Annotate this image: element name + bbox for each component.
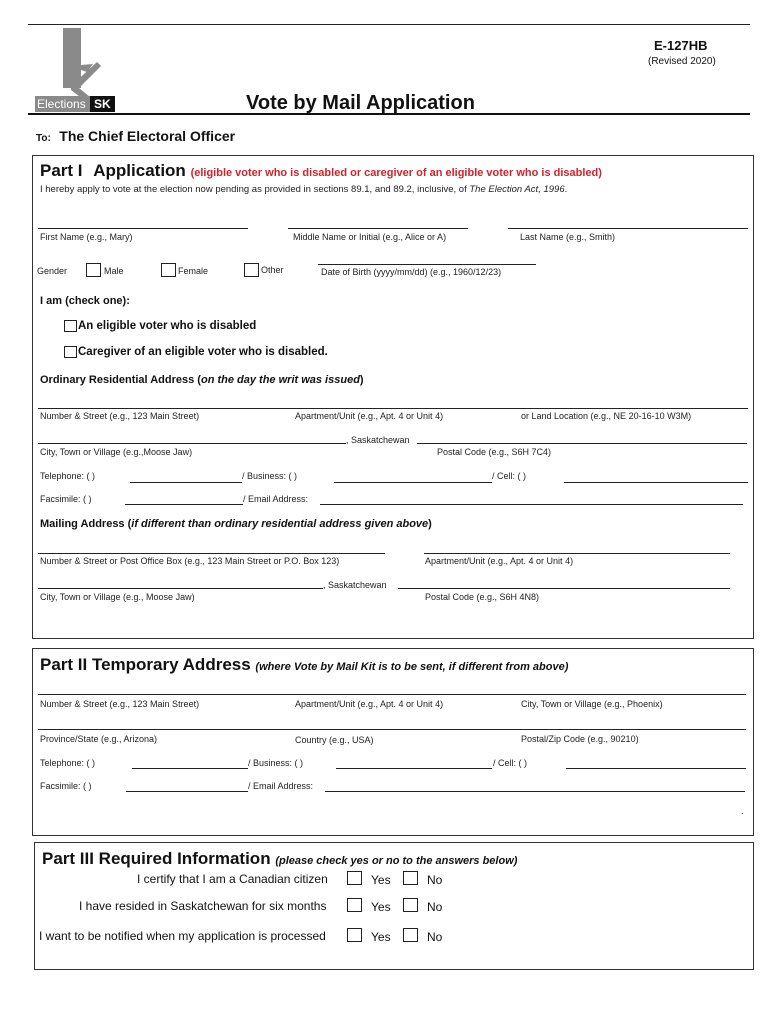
part1-intro [40, 184, 567, 195]
cell-label: / Cell: ( ) [492, 471, 527, 481]
email-field[interactable] [320, 504, 743, 505]
intro-text: I hereby apply to vote at the election now pending as provided in sections 89.1, and 89.2, inclusive, of [40, 184, 470, 195]
temp-fax-field[interactable] [126, 791, 248, 792]
male-checkbox[interactable] [86, 263, 101, 277]
citizen-no-label: No [427, 873, 443, 887]
residency-yes-checkbox[interactable] [347, 898, 362, 912]
part3-title-label: Part III Required Information [42, 849, 271, 868]
part1-title [40, 161, 602, 181]
check-one-label: I am (check one): [40, 295, 130, 307]
notify-no-checkbox[interactable] [403, 928, 418, 942]
temp-business-field[interactable] [336, 768, 492, 769]
intro-end: . [564, 184, 568, 195]
part3-qualifier: (please check yes or no to the answers below) [275, 855, 518, 867]
elections-sk-logo [35, 28, 115, 114]
logo-text-elections: Elections [37, 97, 86, 111]
revised-date: (Revised 2020) [648, 56, 716, 67]
mail-postal-label: Postal Code (e.g., S6H 4N8) [425, 592, 540, 602]
land-location-label: or Land Location (e.g., NE 20-16-10 W3M) [521, 411, 692, 421]
temp-city-label: City, Town or Village (e.g., Phoenix) [521, 699, 663, 709]
saskatchewan-label: , Saskatchewan [346, 435, 410, 445]
cell-field[interactable] [564, 482, 748, 483]
mail-apartment-label: Apartment/Unit (e.g., Apt. 4 or Unit 4) [425, 556, 574, 566]
citizen-yes-label: Yes [371, 873, 391, 887]
eligible-voter-label: An eligible voter who is disabled [78, 320, 257, 332]
residential-postal-field[interactable] [417, 443, 747, 444]
other-label: Other [261, 265, 284, 275]
residency-no-checkbox[interactable] [403, 898, 418, 912]
mail-heading-text: Mailing Address ( [40, 518, 132, 530]
res-heading-italic: on the day the writ was issued [200, 374, 360, 386]
gender-label: Gender [37, 266, 68, 276]
business-label: / Business: ( ) [242, 471, 298, 481]
mail-saskatchewan-label: , Saskatchewan [323, 580, 387, 590]
top-rule [28, 24, 750, 25]
temp-email-label: / Email Address: [248, 781, 314, 791]
male-label: Male [104, 266, 124, 276]
last-name-field[interactable] [508, 228, 748, 229]
part1-qualifier: (eligible voter who is disabled or caregiver of an eligible voter who is disabled) [190, 167, 602, 179]
res-heading-end: ) [359, 374, 364, 386]
mailing-apartment-field[interactable] [424, 553, 730, 554]
temp-street-label: Number & Street (e.g., 123 Main Street) [40, 699, 200, 709]
citizen-no-checkbox[interactable] [403, 871, 418, 885]
street-label: Number & Street (e.g., 123 Main Street) [40, 411, 200, 421]
caregiver-checkbox[interactable] [64, 346, 77, 358]
temp-apartment-label: Apartment/Unit (e.g., Apt. 4 or Unit 4) [295, 699, 444, 709]
part1-title-label: Part I [40, 161, 83, 180]
part3-title [42, 849, 517, 869]
other-checkbox[interactable] [244, 263, 259, 277]
temp-fax-label: Facsimile: ( ) [40, 781, 92, 791]
to-label: To: [36, 133, 51, 144]
part2-title [40, 655, 568, 675]
residential-city-field[interactable] [38, 443, 346, 444]
dob-label: Date of Birth (yyyy/mm/dd) (e.g., 1960/12/23) [321, 267, 502, 277]
to-line [36, 128, 235, 146]
temp-cell-field[interactable] [566, 768, 746, 769]
temp-email-field[interactable] [325, 791, 745, 792]
notify-yes-checkbox[interactable] [347, 928, 362, 942]
middle-name-field[interactable] [288, 228, 468, 229]
mailing-postal-field[interactable] [398, 588, 730, 589]
dob-field[interactable] [318, 264, 536, 265]
notify-question: I want to be notified when my application is processed [39, 929, 326, 943]
intro-act: The Election Act, 1996 [469, 184, 565, 195]
to-value: The Chief Electoral Officer [59, 128, 236, 144]
first-name-field[interactable] [38, 228, 248, 229]
business-field[interactable] [334, 482, 492, 483]
telephone-field[interactable] [130, 482, 242, 483]
female-label: Female [178, 266, 209, 276]
residential-heading [40, 374, 364, 386]
mailing-city-field[interactable] [38, 588, 323, 589]
temp-postal-label: Postal/Zip Code (e.g., 90210) [521, 734, 639, 744]
temp-business-label: / Business: ( ) [248, 758, 304, 768]
trailing-dot: . [741, 806, 744, 816]
residency-no-label: No [427, 900, 443, 914]
postal-label: Postal Code (e.g., S6H 7C4) [437, 447, 552, 457]
temp-cell-label: / Cell: ( ) [493, 758, 528, 768]
temp-province-label: Province/State (e.g., Arizona) [40, 734, 158, 744]
mail-heading-italic: if different than ordinary residential address given above [131, 518, 429, 530]
fax-label: Facsimile: ( ) [40, 494, 92, 504]
residency-yes-label: Yes [371, 900, 391, 914]
residential-street-field[interactable] [38, 408, 748, 409]
city-label: City, Town or Village (e.g.,Moose Jaw) [40, 447, 193, 457]
notify-yes-label: Yes [371, 930, 391, 944]
first-name-label: First Name (e.g., Mary) [40, 232, 133, 242]
logo-text-sk: SK [94, 97, 111, 111]
mail-city-label: City, Town or Village (e.g., Moose Jaw) [40, 592, 195, 602]
middle-name-label: Middle Name or Initial (e.g., Alice or A) [293, 232, 447, 242]
residency-question: I have resided in Saskatchewan for six months [79, 899, 327, 913]
part2-qualifier: (where Vote by Mail Kit is to be sent, if different from above) [255, 661, 569, 673]
caregiver-label: Caregiver of an eligible voter who is disabled. [78, 346, 328, 358]
temp-province-field[interactable] [38, 729, 746, 730]
temp-telephone-field[interactable] [132, 768, 248, 769]
eligible-voter-checkbox[interactable] [64, 320, 77, 332]
citizen-question: I certify that I am a Canadian citizen [137, 872, 328, 886]
female-checkbox[interactable] [161, 263, 176, 277]
res-heading-text: Ordinary Residential Address ( [40, 374, 201, 386]
temp-country-label: Country (e.g., USA) [295, 735, 374, 745]
last-name-label: Last Name (e.g., Smith) [520, 232, 616, 242]
temp-street-field[interactable] [38, 694, 746, 695]
mailing-street-field[interactable] [38, 553, 385, 554]
mail-street-label: Number & Street or Post Office Box (e.g., 123 Main Street or P.O. Box 123) [40, 556, 340, 566]
fax-field[interactable] [125, 504, 243, 505]
part1-subtitle: Application [93, 161, 186, 180]
apartment-label: Apartment/Unit (e.g., Apt. 4 or Unit 4) [295, 411, 444, 421]
temp-telephone-label: Telephone: ( ) [40, 758, 96, 768]
notify-no-label: No [427, 930, 443, 944]
title-rule [28, 113, 750, 115]
page-title: Vote by Mail Application [246, 92, 475, 114]
mail-heading-end: ) [428, 518, 432, 530]
citizen-yes-checkbox[interactable] [347, 871, 362, 885]
part2-title-label: Part II Temporary Address [40, 655, 251, 674]
telephone-label: Telephone: ( ) [40, 471, 96, 481]
mailing-heading [40, 518, 432, 530]
email-label: / Email Address: [243, 494, 309, 504]
form-code: E-127HB [654, 38, 708, 53]
